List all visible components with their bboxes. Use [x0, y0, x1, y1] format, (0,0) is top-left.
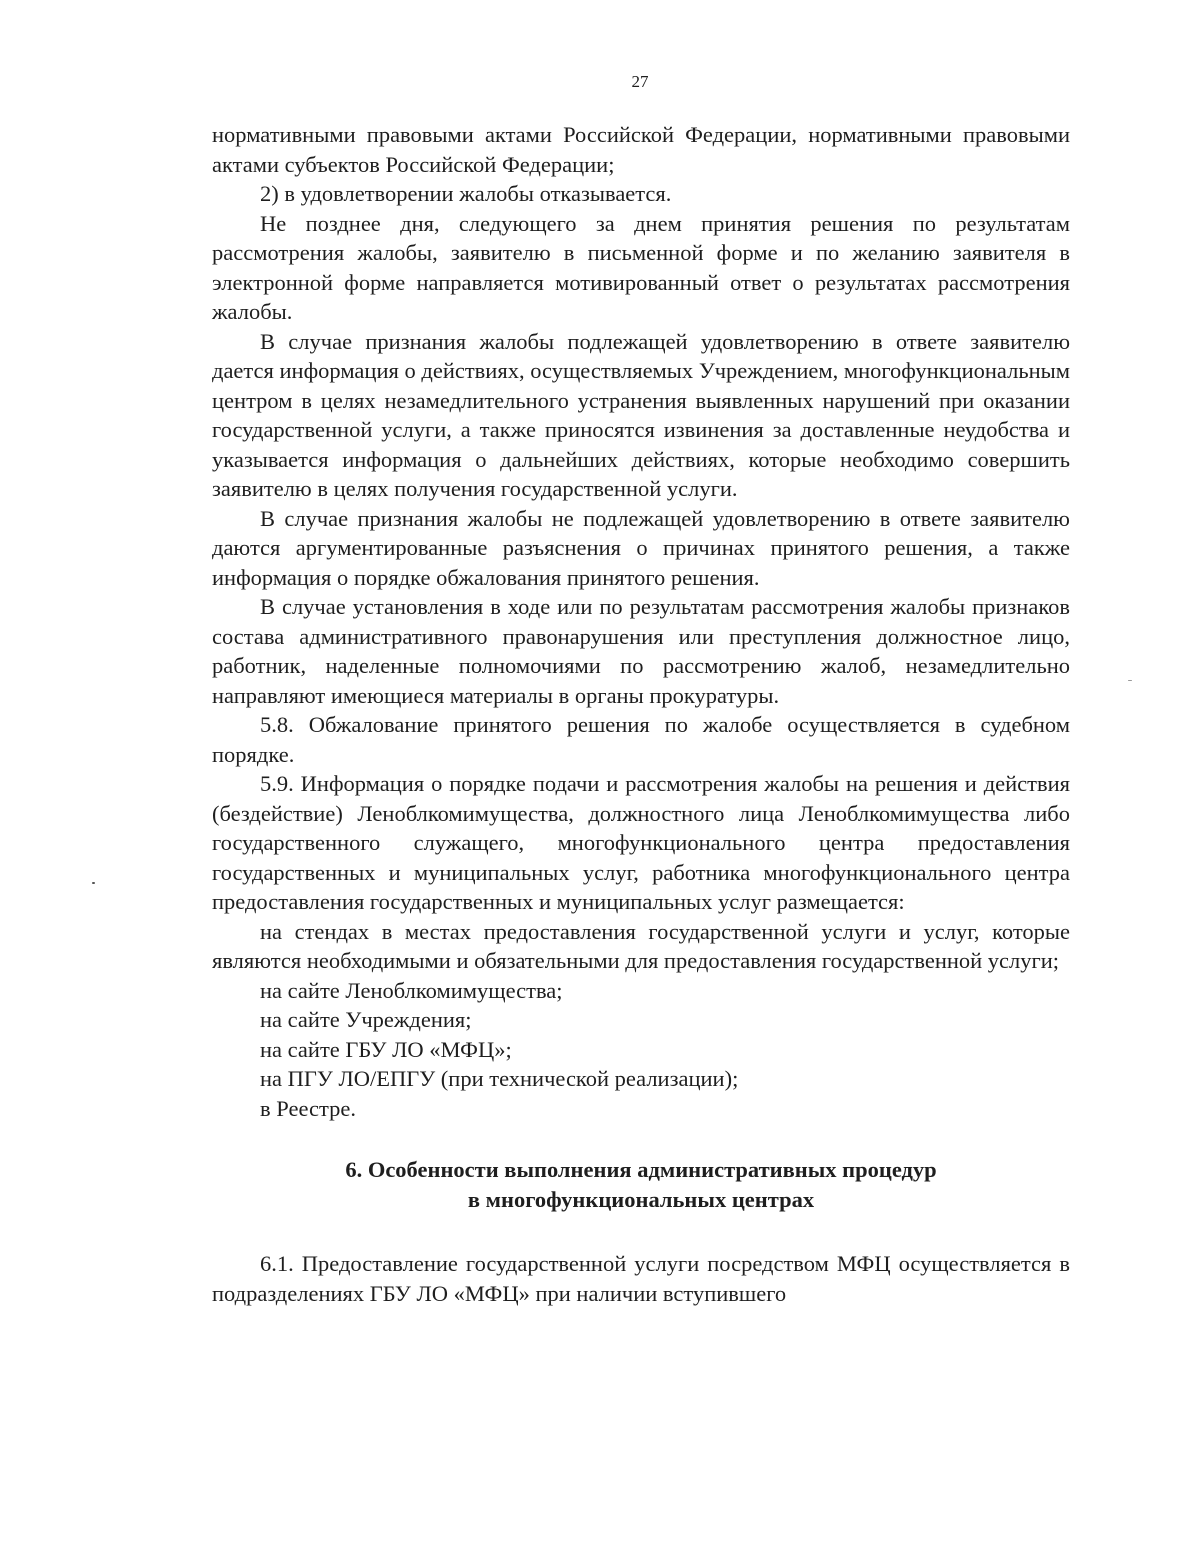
section-6-heading: [212, 1155, 1070, 1215]
list-item-registry: в Реестре.: [260, 1095, 356, 1121]
list-item-site-mfc: на сайте ГБУ ЛО «МФЦ»;: [260, 1036, 512, 1062]
paragraph-item-2: 2) в удовлетворении жалобы отказывается.: [260, 181, 672, 206]
list-item-pgu-epgu: на ПГУ ЛО/ЕПГУ (при технической реализации);: [260, 1066, 739, 1091]
paragraph-stands: на стендах в местах предоставления государственной услуги и услуг, которые являются необходимыми и обязательными для предоставления государственной услуги;: [212, 918, 1070, 973]
document-body: [212, 120, 1070, 1308]
paragraph-6-1: 6.1. Предоставление государственной услуги посредством МФЦ осуществляется в подразделениях ГБУ ЛО «МФЦ» при наличии вступившего: [212, 1251, 1070, 1306]
section-6-heading-line-1: 6. Особенности выполнения административных процедур: [345, 1157, 937, 1182]
list-item-site-lenoblkomimushchestvo: на сайте Леноблкомимущества;: [260, 977, 563, 1003]
paragraph-violation-found: В случае установления в ходе или по результатам рассмотрения жалобы признаков состава административного правонарушения или преступления должностное лицо, работник, наделенные полномочиями по рассмотрению жалоб, незамедлительно направляют имеющиеся материалы в органы прокуратуры.: [212, 594, 1070, 708]
paragraph-response-deadline: Не позднее дня, следующего за днем принятия решения по результатам рассмотрения жалобы, заявителю в письменной форме и по желанию заявителя в электронной форме направляется мотивированный ответ о результатах рассмотрения жалобы.: [212, 210, 1070, 324]
scan-speck: [92, 882, 95, 884]
paragraph-continuation: нормативными правовыми актами Российской Федерации, нормативными правовыми актами субъектов Российской Федерации;: [212, 122, 1070, 177]
paragraph-5-9: 5.9. Информация о порядке подачи и рассмотрения жалобы на решения и действия (бездействие) Леноблкомимущества, должностного лица Леноблкомимущества либо государственного служащего, многофункционального центра предоставления государственных и муниципальных услуг, работника многофункционального центра предоставления государственных и муниципальных услуг размещается:: [212, 771, 1070, 914]
section-6-heading-line-2: в многофункциональных центрах: [467, 1187, 815, 1212]
paragraph-5-8: 5.8. Обжалование принятого решения по жалобе осуществляется в судебном порядке.: [212, 712, 1070, 767]
page-number: 27: [631, 72, 649, 91]
scan-speck: [1128, 680, 1132, 681]
paragraph-complaint-satisfied: В случае признания жалобы подлежащей удовлетворению в ответе заявителю дается информация о действиях, осуществляемых Учреждением, многофункциональным центром в целях незамедлительного устранения выявленных нарушений при оказании государственной услуги, а также приносятся извинения за доставленные неудобства и указывается информация о дальнейших действиях, которые необходимо совершить заявителю в целях получения государственной услуги.: [212, 328, 1070, 501]
paragraph-complaint-rejected: В случае признания жалобы не подлежащей удовлетворению в ответе заявителю даются аргументированные разъяснения о причинах принятого решения, а также информация о порядке обжалования принятого решения.: [212, 505, 1070, 590]
list-item-site-institution: на сайте Учреждения;: [260, 1007, 472, 1032]
